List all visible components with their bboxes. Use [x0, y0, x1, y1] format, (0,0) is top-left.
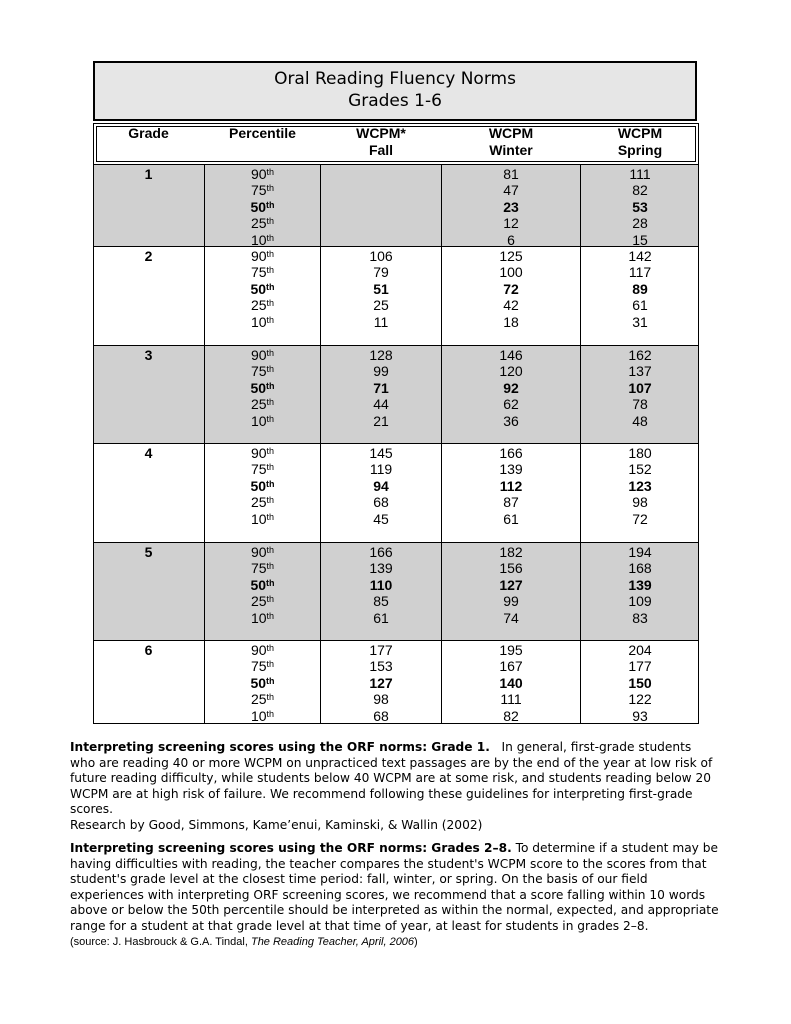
percentile-number: 90	[250, 166, 267, 182]
header-fall	[321, 125, 441, 159]
wcpm-value: 68	[373, 707, 389, 724]
percentile-suffix: th	[266, 364, 275, 375]
percentile-number: 50	[250, 198, 267, 215]
wcpm-value: 127	[499, 576, 523, 593]
percentile-column	[205, 248, 320, 330]
percentile-label	[205, 675, 320, 691]
wcpm-fall-column	[321, 445, 441, 527]
grade-block	[93, 543, 699, 641]
wcpm-value: 72	[503, 280, 519, 297]
title-line-2: Grades 1-6	[348, 91, 442, 111]
grade-block	[93, 444, 699, 543]
wcpm-fall-column	[321, 166, 441, 248]
percentile-label	[205, 511, 320, 527]
percentile-column	[205, 445, 320, 527]
percentile-label	[205, 560, 320, 576]
percentile-label	[205, 691, 320, 707]
wcpm-value: 119	[369, 461, 393, 478]
wcpm-spring-column	[581, 445, 699, 527]
wcpm-value: 107	[628, 379, 652, 396]
percentile-number: 75	[250, 461, 267, 478]
percentile-number: 50	[250, 477, 267, 494]
wcpm-value: 162	[628, 347, 652, 363]
wcpm-value: 180	[628, 445, 652, 461]
wcpm-fall-column	[321, 544, 441, 626]
percentile-label	[205, 445, 320, 461]
percentile-suffix: th	[266, 708, 275, 719]
wcpm-value: 23	[503, 198, 519, 215]
wcpm-value: 71	[373, 379, 389, 396]
wcpm-value: 145	[369, 445, 393, 461]
wcpm-value: 195	[499, 642, 523, 658]
wcpm-value: 83	[632, 609, 648, 626]
percentile-label	[205, 593, 320, 609]
wcpm-value: 94	[373, 477, 389, 494]
wcpm-value: 168	[628, 560, 652, 577]
wcpm-value: 99	[503, 593, 519, 610]
percentile-number: 10	[250, 313, 267, 330]
percentile-suffix: th	[266, 348, 275, 358]
wcpm-value: 111	[500, 691, 522, 708]
wcpm-value: 166	[369, 544, 393, 560]
grades2-8-note-heading: Interpreting screening scores using the ORF norms: Grades 2–8.	[70, 841, 512, 855]
source-citation	[70, 936, 418, 948]
wcpm-value: 72	[632, 510, 648, 527]
percentile-number: 10	[250, 231, 267, 248]
header-percentile: Percentile	[229, 125, 296, 141]
percentile-number: 75	[250, 363, 267, 380]
percentile-label	[205, 577, 320, 593]
wcpm-winter-column	[442, 166, 580, 248]
percentile-number: 10	[250, 412, 267, 429]
percentile-column	[205, 642, 320, 724]
wcpm-winter-column	[442, 544, 580, 626]
column-divider	[204, 165, 205, 724]
wcpm-value: 139	[628, 576, 652, 593]
grade1-note-text: In general, first-grade students who are reading 40 or more WCPM on unpracticed text passages are by the end of the year at low risk of future reading difficulty, while students below 40 WCPM are at some risk, and students reading below 20 WCPM are at high risk of failure. We recommend following these guidelines for interpreting first-grade scores.	[70, 740, 713, 816]
wcpm-fall-column	[321, 347, 441, 429]
percentile-label	[205, 658, 320, 674]
wcpm-value: 62	[503, 396, 519, 413]
percentile-suffix: th	[266, 298, 275, 309]
wcpm-value: 51	[373, 280, 389, 297]
wcpm-value: 28	[632, 215, 648, 232]
header-grade: Grade	[128, 125, 169, 141]
header-winter-line1: WCPM	[488, 125, 534, 141]
percentile-number: 25	[250, 494, 267, 511]
percentile-suffix: th	[266, 511, 275, 522]
percentile-suffix: th	[266, 232, 275, 243]
percentile-label	[205, 166, 320, 182]
percentile-suffix: th	[266, 167, 275, 177]
percentile-number: 75	[250, 182, 267, 199]
percentile-column	[205, 347, 320, 429]
wcpm-value: 21	[373, 412, 389, 429]
grades2-8-note	[70, 841, 720, 951]
wcpm-value: 109	[628, 593, 652, 610]
wcpm-value: 81	[503, 166, 519, 182]
percentile-label	[205, 363, 320, 379]
wcpm-value: 92	[503, 379, 519, 396]
wcpm-value: 139	[499, 461, 523, 478]
percentile-label	[205, 232, 320, 248]
percentile-column	[205, 544, 320, 626]
wcpm-value: 31	[632, 313, 648, 330]
wcpm-value: 150	[628, 674, 652, 691]
percentile-label	[205, 297, 320, 313]
wcpm-value: 153	[369, 658, 393, 675]
wcpm-fall-column	[321, 642, 441, 724]
percentile-label	[205, 281, 320, 297]
percentile-suffix: th	[266, 216, 275, 227]
percentile-number: 90	[250, 347, 267, 363]
percentile-suffix: th	[266, 675, 275, 686]
percentile-label	[205, 708, 320, 724]
wcpm-value: 42	[503, 297, 519, 314]
percentile-suffix: th	[266, 314, 275, 325]
percentile-suffix: th	[266, 594, 275, 605]
wcpm-value: 47	[503, 182, 519, 199]
grade-block	[93, 247, 699, 346]
wcpm-fall-column	[321, 248, 441, 330]
column-divider	[698, 165, 699, 724]
wcpm-value: 123	[628, 477, 652, 494]
percentile-suffix: th	[266, 380, 275, 391]
wcpm-value: 177	[628, 658, 652, 675]
title-line-1: Oral Reading Fluency Norms	[274, 69, 516, 89]
wcpm-value: 177	[369, 642, 393, 658]
percentile-label	[205, 396, 320, 412]
percentile-suffix: th	[266, 462, 275, 473]
wcpm-value: 146	[499, 347, 523, 363]
wcpm-value: 79	[373, 264, 389, 281]
source-prefix: (source: J. Hasbrouck & G.A. Tindal,	[70, 936, 248, 948]
wcpm-value: 68	[373, 494, 389, 511]
wcpm-value: 167	[499, 658, 523, 675]
percentile-label	[205, 610, 320, 626]
column-divider	[580, 165, 581, 724]
percentile-suffix: th	[266, 545, 275, 555]
percentile-label	[205, 314, 320, 330]
percentile-number: 75	[250, 658, 267, 675]
grade-number: 1	[144, 166, 153, 182]
wcpm-value: 61	[373, 609, 389, 626]
wcpm-value: 122	[628, 691, 652, 708]
percentile-suffix: th	[266, 495, 275, 506]
wcpm-value: 111	[629, 166, 651, 182]
percentile-suffix: th	[266, 397, 275, 408]
wcpm-value: 110	[369, 576, 393, 593]
percentile-label	[205, 347, 320, 363]
wcpm-value	[321, 182, 441, 198]
wcpm-winter-column	[442, 248, 580, 330]
wcpm-value: 89	[632, 280, 648, 297]
wcpm-value: 194	[628, 544, 652, 560]
wcpm-value: 137	[628, 363, 652, 380]
wcpm-value: 98	[632, 494, 648, 511]
wcpm-value	[321, 166, 441, 182]
percentile-number: 90	[250, 445, 267, 461]
percentile-number: 50	[250, 576, 267, 593]
percentile-number: 90	[250, 544, 267, 560]
column-divider	[93, 165, 94, 724]
percentile-suffix: th	[266, 478, 275, 489]
wcpm-value	[321, 232, 441, 248]
wcpm-value: 182	[499, 544, 523, 560]
wcpm-value: 156	[499, 560, 523, 577]
wcpm-value: 82	[503, 707, 519, 724]
percentile-suffix: th	[266, 249, 275, 259]
wcpm-value: 61	[503, 510, 519, 527]
wcpm-value: 11	[373, 313, 389, 330]
percentile-suffix: th	[266, 446, 275, 456]
percentile-label	[205, 264, 320, 280]
table-title	[93, 61, 697, 121]
percentile-label	[205, 461, 320, 477]
wcpm-value: 85	[373, 593, 389, 610]
wcpm-value: 140	[499, 674, 523, 691]
percentile-label	[205, 199, 320, 215]
percentile-number: 90	[250, 248, 267, 264]
percentile-number: 25	[250, 297, 267, 314]
wcpm-value: 125	[499, 248, 523, 264]
wcpm-value: 93	[632, 707, 648, 724]
percentile-number: 50	[250, 379, 267, 396]
percentile-number: 90	[250, 642, 267, 658]
wcpm-value: 61	[632, 297, 648, 314]
percentile-suffix: th	[266, 199, 275, 210]
wcpm-spring-column	[581, 544, 699, 626]
wcpm-value: 117	[628, 264, 652, 281]
wcpm-value: 78	[632, 396, 648, 413]
percentile-label	[205, 215, 320, 231]
wcpm-value: 44	[373, 396, 389, 413]
grade-block	[93, 641, 699, 724]
column-divider	[320, 165, 321, 724]
percentile-column	[205, 166, 320, 248]
wcpm-value	[321, 199, 441, 215]
percentile-number: 25	[250, 593, 267, 610]
percentile-number: 25	[250, 215, 267, 232]
percentile-label	[205, 182, 320, 198]
wcpm-value: 98	[373, 691, 389, 708]
column-divider	[441, 165, 442, 724]
wcpm-value: 18	[503, 313, 519, 330]
source-publication: The Reading Teacher, April, 2006	[250, 936, 415, 948]
grade1-note-heading: Interpreting screening scores using the ORF norms: Grade 1.	[70, 740, 490, 754]
percentile-label	[205, 494, 320, 510]
percentile-label	[205, 642, 320, 658]
header-fall-line1: WCPM*	[356, 125, 406, 141]
wcpm-spring-column	[581, 248, 699, 330]
percentile-suffix: th	[266, 281, 275, 292]
wcpm-winter-column	[442, 642, 580, 724]
grade1-research-credit: Research by Good, Simmons, Kame’enui, Kaminski, & Wallin (2002)	[70, 817, 483, 832]
grade-number: 2	[144, 248, 153, 264]
percentile-number: 25	[250, 396, 267, 413]
percentile-suffix: th	[266, 577, 275, 588]
percentile-number: 10	[250, 609, 267, 626]
wcpm-value: 204	[628, 642, 652, 658]
percentile-label	[205, 413, 320, 429]
percentile-number: 10	[250, 707, 267, 724]
percentile-suffix: th	[266, 692, 275, 703]
percentile-suffix: th	[266, 610, 275, 621]
wcpm-value: 6	[507, 231, 515, 248]
wcpm-value: 53	[632, 198, 648, 215]
wcpm-value: 48	[632, 412, 648, 429]
header-spring-line1: WCPM	[617, 125, 663, 141]
source-suffix: )	[414, 936, 418, 948]
wcpm-value: 106	[369, 248, 393, 264]
wcpm-value: 166	[499, 445, 523, 461]
header-spring	[581, 125, 699, 159]
wcpm-value: 25	[373, 297, 389, 314]
header-spring-line2: Spring	[617, 142, 663, 158]
grade-number: 4	[144, 445, 153, 461]
wcpm-value: 87	[503, 494, 519, 511]
wcpm-value: 45	[373, 510, 389, 527]
percentile-label	[205, 544, 320, 560]
header-winter	[442, 125, 580, 159]
percentile-label	[205, 248, 320, 264]
grade-number: 5	[144, 544, 153, 560]
percentile-label	[205, 478, 320, 494]
grade-number: 3	[144, 347, 153, 363]
wcpm-value: 15	[632, 231, 648, 248]
wcpm-value: 36	[503, 412, 519, 429]
grade-number: 6	[144, 642, 153, 658]
grades2-8-note-text: To determine if a student may be having difficulties with reading, the teacher compares the student's WCPM score to the scores from that student's grade level at the closest time period: fall, winter, or spring. On the basis of our field experiences with interpreting ORF screening scores, we recommend that a score falling within 10 words above or below the 50th percentile should be interpreted as within the normal, expected, and appropriate range for a student at that grade level at that time of year, at least for students in grades 2–8.	[70, 841, 719, 933]
wcpm-winter-column	[442, 347, 580, 429]
wcpm-value: 152	[628, 461, 652, 478]
percentile-suffix: th	[266, 265, 275, 276]
percentile-number: 75	[250, 560, 267, 577]
grade1-note	[70, 740, 720, 833]
percentile-suffix: th	[266, 183, 275, 194]
wcpm-value	[321, 215, 441, 231]
wcpm-value: 127	[369, 674, 393, 691]
percentile-number: 75	[250, 264, 267, 281]
wcpm-value: 99	[373, 363, 389, 380]
percentile-suffix: th	[266, 643, 275, 653]
percentile-number: 25	[250, 691, 267, 708]
percentile-suffix: th	[266, 659, 275, 670]
percentile-number: 50	[250, 674, 267, 691]
header-winter-line2: Winter	[489, 142, 533, 158]
wcpm-winter-column	[442, 445, 580, 527]
percentile-number: 10	[250, 510, 267, 527]
wcpm-spring-column	[581, 347, 699, 429]
percentile-suffix: th	[266, 413, 275, 424]
wcpm-spring-column	[581, 642, 699, 724]
wcpm-value: 100	[499, 264, 523, 281]
wcpm-value: 142	[628, 248, 652, 264]
wcpm-value: 120	[499, 363, 523, 380]
percentile-label	[205, 380, 320, 396]
wcpm-value: 12	[503, 215, 519, 232]
wcpm-value: 82	[632, 182, 648, 199]
grade-block	[93, 346, 699, 444]
wcpm-spring-column	[581, 166, 699, 248]
wcpm-value: 74	[503, 609, 519, 626]
wcpm-value: 112	[499, 477, 523, 494]
wcpm-value: 128	[369, 347, 393, 363]
grade-block	[93, 165, 699, 247]
wcpm-value: 139	[369, 560, 393, 577]
header-fall-line2: Fall	[368, 142, 394, 158]
percentile-suffix: th	[266, 561, 275, 572]
percentile-number: 50	[250, 280, 267, 297]
